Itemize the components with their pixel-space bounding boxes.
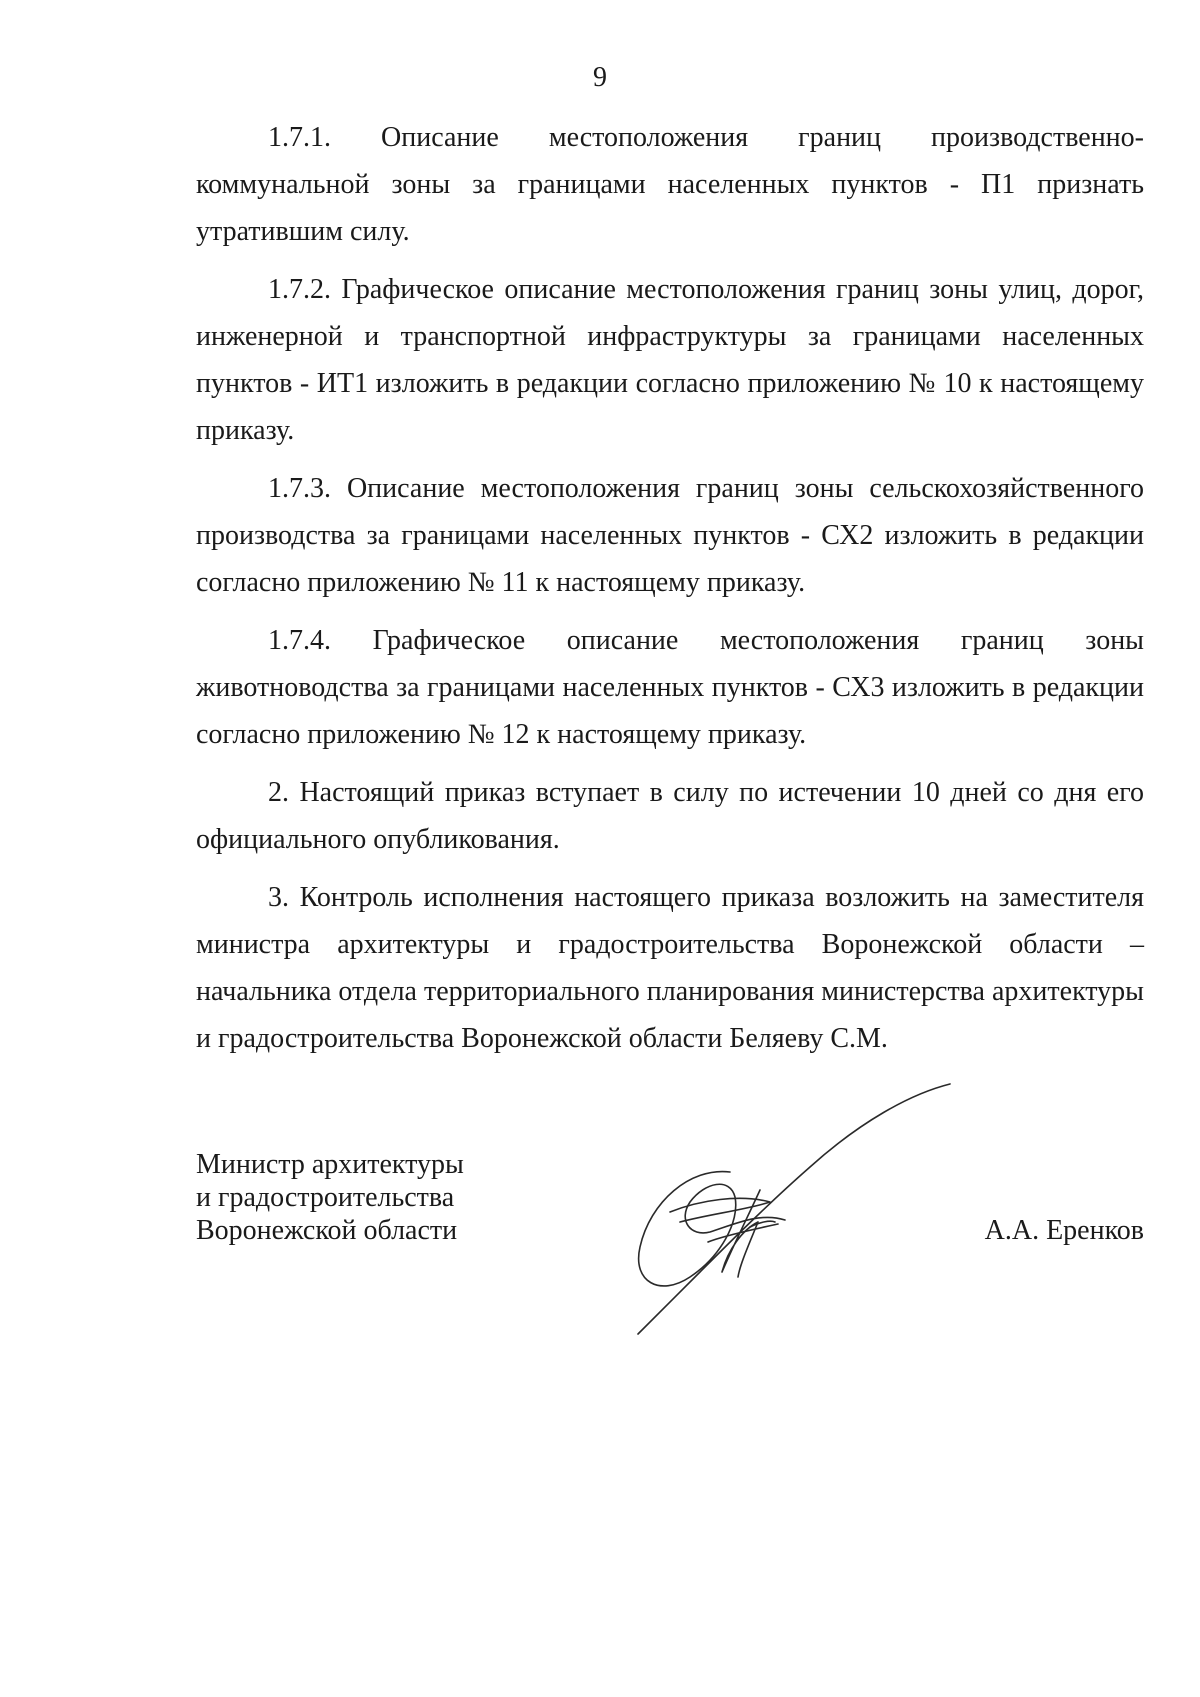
signatory-title-line: и градостроительства bbox=[196, 1182, 455, 1213]
signature-block bbox=[196, 1148, 1144, 1247]
page-number: 9 bbox=[593, 62, 607, 93]
document-body bbox=[196, 114, 1144, 1073]
paragraph-1-7-1: 1.7.1. Описание местоположения границ производственно-коммунальной зоны за границами населенных пунктов - П1 признать утратившим силу. bbox=[196, 122, 1144, 247]
paragraph-1-7-4: 1.7.4. Графическое описание местоположения границ зоны животноводства за границами населенных пунктов - СХ3 изложить в редакции согласно приложению № 12 к настоящему приказу. bbox=[196, 625, 1144, 750]
signatory-name: А.А. Еренков bbox=[984, 1215, 1144, 1246]
paragraph-3: 3. Контроль исполнения настоящего приказа возложить на заместителя министра архитектуры и градостроительства Воронежской области – начальника отдела территориального планирования министерства архитектуры и градостроительства Воронежской области Беляеву С.М. bbox=[196, 882, 1144, 1054]
signatory-title-line: Воронежской области bbox=[196, 1215, 458, 1246]
paragraph-2: 2. Настоящий приказ вступает в силу по истечении 10 дней со дня его официального опубликования. bbox=[196, 777, 1144, 855]
signatory-title-line: Министр архитектуры bbox=[196, 1149, 464, 1180]
paragraph-1-7-3: 1.7.3. Описание местоположения границ зоны сельскохозяйственного производства за границами населенных пунктов - СХ2 изложить в редакции согласно приложению № 11 к настоящему приказу. bbox=[196, 473, 1144, 598]
paragraph-1-7-2: 1.7.2. Графическое описание местоположения границ зоны улиц, дорог, инженерной и транспортной инфраструктуры за границами населенных пунктов - ИТ1 изложить в редакции согласно приложению № 10 к настоящему приказу. bbox=[196, 274, 1144, 446]
